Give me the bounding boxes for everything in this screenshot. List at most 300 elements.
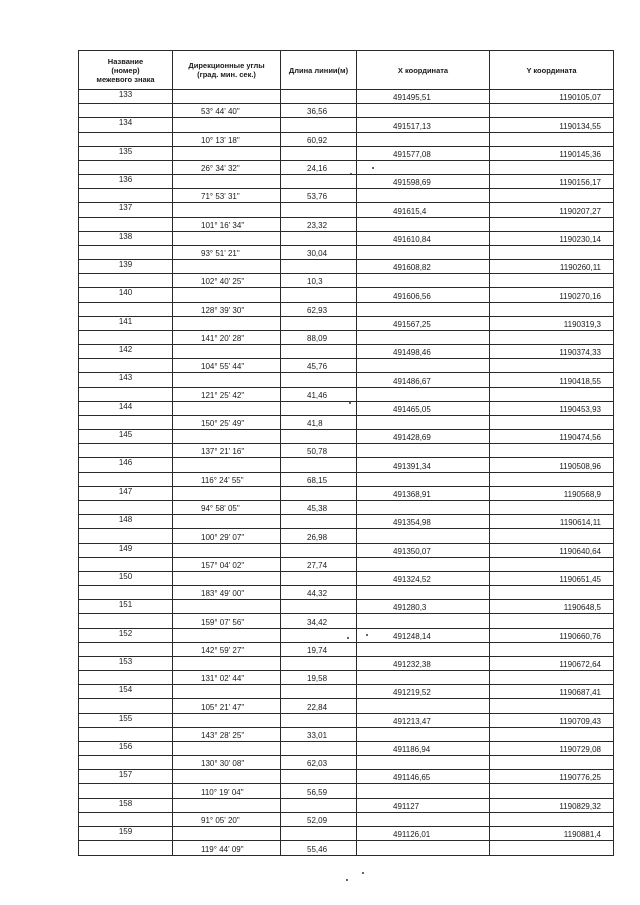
y-coordinate-cell: 1190156,17 [490, 175, 614, 189]
line-length-cell: 10,3 [281, 274, 357, 288]
empty-cell [281, 118, 357, 132]
x-coordinate-cell: 491368,91 [357, 486, 490, 500]
table-row-segment [79, 642, 614, 656]
x-coordinate-cell: 491354,98 [357, 515, 490, 529]
empty-cell [173, 175, 281, 189]
header-line-length: Длина линии(м) [281, 51, 357, 90]
mark-name-cell: 134 [79, 118, 173, 132]
table-row-point [79, 90, 614, 104]
table-row-segment [79, 415, 614, 429]
table-row-segment [79, 812, 614, 826]
empty-cell [357, 472, 490, 486]
empty-cell [490, 671, 614, 685]
empty-cell [79, 189, 173, 203]
direction-angle-cell: 101° 16' 34" [173, 217, 281, 231]
empty-cell [79, 671, 173, 685]
empty-cell [173, 798, 281, 812]
x-coordinate-cell: 491598,69 [357, 175, 490, 189]
empty-cell [490, 415, 614, 429]
empty-cell [79, 529, 173, 543]
direction-angle-cell: 137° 21' 16" [173, 444, 281, 458]
empty-cell [357, 756, 490, 770]
scan-speck [372, 167, 374, 169]
table-row-segment [79, 500, 614, 514]
table-row-point [79, 741, 614, 755]
direction-angle-cell: 91° 05' 20" [173, 812, 281, 826]
line-length-cell: 62,93 [281, 302, 357, 316]
table-row-point [79, 656, 614, 670]
table-row-segment [79, 529, 614, 543]
empty-cell [173, 345, 281, 359]
x-coordinate-cell: 491486,67 [357, 373, 490, 387]
scan-speck [347, 637, 349, 639]
empty-cell [281, 373, 357, 387]
direction-angle-cell: 119° 44' 09" [173, 841, 281, 856]
empty-cell [490, 614, 614, 628]
mark-name-cell: 150 [79, 571, 173, 585]
scan-speck [350, 173, 352, 175]
empty-cell [79, 500, 173, 514]
x-coordinate-cell: 491248,14 [357, 628, 490, 642]
empty-cell [281, 146, 357, 160]
y-coordinate-cell: 1190660,76 [490, 628, 614, 642]
empty-cell [281, 231, 357, 245]
empty-cell [490, 586, 614, 600]
mark-name-cell: 156 [79, 741, 173, 755]
empty-cell [173, 826, 281, 840]
empty-cell [490, 444, 614, 458]
line-length-cell: 26,98 [281, 529, 357, 543]
table-row-point [79, 543, 614, 557]
mark-name-cell: 146 [79, 458, 173, 472]
line-length-cell: 45,38 [281, 500, 357, 514]
x-coordinate-cell: 491219,52 [357, 685, 490, 699]
table-row-point [79, 373, 614, 387]
empty-cell [490, 557, 614, 571]
empty-cell [173, 685, 281, 699]
empty-cell [79, 472, 173, 486]
empty-cell [173, 373, 281, 387]
empty-cell [79, 699, 173, 713]
empty-cell [281, 260, 357, 274]
empty-cell [357, 500, 490, 514]
empty-cell [281, 515, 357, 529]
y-coordinate-cell: 1190207,27 [490, 203, 614, 217]
line-length-cell: 60,92 [281, 132, 357, 146]
direction-angle-cell: 143° 28' 25" [173, 727, 281, 741]
y-coordinate-cell: 1190105,07 [490, 90, 614, 104]
table-row-segment [79, 444, 614, 458]
y-coordinate-cell: 1190614,11 [490, 515, 614, 529]
empty-cell [173, 656, 281, 670]
line-length-cell: 27,74 [281, 557, 357, 571]
line-length-cell: 68,15 [281, 472, 357, 486]
table-row-point [79, 458, 614, 472]
mark-name-cell: 145 [79, 430, 173, 444]
x-coordinate-cell: 491391,34 [357, 458, 490, 472]
line-length-cell: 23,32 [281, 217, 357, 231]
table-row-segment [79, 104, 614, 118]
empty-cell [79, 642, 173, 656]
empty-cell [79, 614, 173, 628]
empty-cell [79, 444, 173, 458]
boundary-marks-table [78, 50, 614, 856]
mark-name-cell: 140 [79, 288, 173, 302]
empty-cell [79, 557, 173, 571]
empty-cell [490, 642, 614, 656]
empty-cell [490, 529, 614, 543]
y-coordinate-cell: 1190260,11 [490, 260, 614, 274]
empty-cell [490, 756, 614, 770]
table-row-segment [79, 472, 614, 486]
x-coordinate-cell: 491498,46 [357, 345, 490, 359]
y-coordinate-cell: 1190729,08 [490, 741, 614, 755]
empty-cell [357, 302, 490, 316]
direction-angle-cell: 104° 55' 44" [173, 359, 281, 373]
x-coordinate-cell: 491577,08 [357, 146, 490, 160]
empty-cell [173, 741, 281, 755]
line-length-cell: 19,58 [281, 671, 357, 685]
table-row-segment [79, 841, 614, 856]
table-row-point [79, 146, 614, 160]
table-row-point [79, 798, 614, 812]
table-row-point [79, 175, 614, 189]
empty-cell [490, 160, 614, 174]
table-row-segment [79, 387, 614, 401]
mark-name-cell: 143 [79, 373, 173, 387]
empty-cell [357, 330, 490, 344]
line-length-cell: 22,84 [281, 699, 357, 713]
table-row-point [79, 486, 614, 500]
line-length-cell: 45,76 [281, 359, 357, 373]
line-length-cell: 30,04 [281, 245, 357, 259]
empty-cell [281, 685, 357, 699]
direction-angle-cell: 105° 21' 47" [173, 699, 281, 713]
mark-name-cell: 152 [79, 628, 173, 642]
x-coordinate-cell: 491324,52 [357, 571, 490, 585]
empty-cell [281, 458, 357, 472]
line-length-cell: 88,09 [281, 330, 357, 344]
empty-cell [490, 302, 614, 316]
x-coordinate-cell: 491280,3 [357, 600, 490, 614]
y-coordinate-cell: 1190709,43 [490, 713, 614, 727]
empty-cell [79, 359, 173, 373]
direction-angle-cell: 94° 58' 05" [173, 500, 281, 514]
empty-cell [490, 189, 614, 203]
x-coordinate-cell: 491606,56 [357, 288, 490, 302]
table-row-point [79, 515, 614, 529]
mark-name-cell: 147 [79, 486, 173, 500]
table-row-point [79, 571, 614, 585]
x-coordinate-cell: 491186,94 [357, 741, 490, 755]
mark-name-cell: 159 [79, 826, 173, 840]
y-coordinate-cell: 1190230,14 [490, 231, 614, 245]
table-row-point [79, 430, 614, 444]
empty-cell [357, 274, 490, 288]
line-length-cell: 33,01 [281, 727, 357, 741]
direction-angle-cell: 10° 13' 18" [173, 132, 281, 146]
table-row-point [79, 628, 614, 642]
empty-cell [357, 699, 490, 713]
y-coordinate-cell: 1190568,9 [490, 486, 614, 500]
empty-cell [281, 713, 357, 727]
table-row-segment [79, 274, 614, 288]
empty-cell [281, 741, 357, 755]
empty-cell [357, 217, 490, 231]
empty-cell [281, 600, 357, 614]
x-coordinate-cell: 491465,05 [357, 401, 490, 415]
x-coordinate-cell: 491615,4 [357, 203, 490, 217]
x-coordinate-cell: 491610,84 [357, 231, 490, 245]
empty-cell [173, 770, 281, 784]
empty-cell [79, 217, 173, 231]
empty-cell [281, 288, 357, 302]
mark-name-cell: 142 [79, 345, 173, 359]
empty-cell [79, 160, 173, 174]
line-length-cell: 56,59 [281, 784, 357, 798]
table-row-segment [79, 245, 614, 259]
table-row-point [79, 826, 614, 840]
mark-name-cell: 149 [79, 543, 173, 557]
empty-cell [173, 713, 281, 727]
y-coordinate-cell: 1190319,3 [490, 316, 614, 330]
line-length-cell: 36,56 [281, 104, 357, 118]
empty-cell [281, 90, 357, 104]
header-mark-name: Название (номер) межевого знака [79, 51, 173, 90]
mark-name-cell: 158 [79, 798, 173, 812]
empty-cell [490, 841, 614, 856]
empty-cell [357, 557, 490, 571]
empty-cell [490, 330, 614, 344]
x-coordinate-cell: 491567,25 [357, 316, 490, 330]
line-length-cell: 19,74 [281, 642, 357, 656]
table-row-segment [79, 727, 614, 741]
empty-cell [490, 104, 614, 118]
mark-name-cell: 133 [79, 90, 173, 104]
direction-angle-cell: 131° 02' 44" [173, 671, 281, 685]
empty-cell [173, 90, 281, 104]
line-length-cell: 50,78 [281, 444, 357, 458]
empty-cell [79, 415, 173, 429]
table-row-point [79, 118, 614, 132]
table-body [79, 90, 614, 856]
direction-angle-cell: 128° 39' 30" [173, 302, 281, 316]
table-row-segment [79, 756, 614, 770]
empty-cell [79, 812, 173, 826]
empty-cell [173, 628, 281, 642]
empty-cell [357, 784, 490, 798]
empty-cell [281, 826, 357, 840]
empty-cell [490, 784, 614, 798]
empty-cell [357, 642, 490, 656]
empty-cell [490, 359, 614, 373]
direction-angle-cell: 100° 29' 07" [173, 529, 281, 543]
empty-cell [357, 614, 490, 628]
mark-name-cell: 154 [79, 685, 173, 699]
direction-angle-cell: 150° 25' 49" [173, 415, 281, 429]
empty-cell [79, 330, 173, 344]
empty-cell [357, 812, 490, 826]
table-row-point [79, 600, 614, 614]
empty-cell [79, 387, 173, 401]
y-coordinate-cell: 1190640,64 [490, 543, 614, 557]
empty-cell [173, 146, 281, 160]
empty-cell [281, 175, 357, 189]
empty-cell [173, 543, 281, 557]
table-header [79, 51, 614, 90]
line-length-cell: 44,32 [281, 586, 357, 600]
y-coordinate-cell: 1190270,16 [490, 288, 614, 302]
y-coordinate-cell: 1190508,96 [490, 458, 614, 472]
scan-speck [362, 872, 364, 874]
empty-cell [281, 203, 357, 217]
y-coordinate-cell: 1190134,55 [490, 118, 614, 132]
table-row-segment [79, 557, 614, 571]
empty-cell [173, 203, 281, 217]
table-row-segment [79, 699, 614, 713]
table-row-point [79, 288, 614, 302]
direction-angle-cell: 157° 04' 02" [173, 557, 281, 571]
table-row-segment [79, 586, 614, 600]
empty-cell [173, 571, 281, 585]
empty-cell [281, 430, 357, 444]
empty-cell [281, 770, 357, 784]
mark-name-cell: 139 [79, 260, 173, 274]
empty-cell [281, 656, 357, 670]
x-coordinate-cell: 491608,82 [357, 260, 490, 274]
x-coordinate-cell: 491213,47 [357, 713, 490, 727]
y-coordinate-cell: 1190651,45 [490, 571, 614, 585]
empty-cell [281, 401, 357, 415]
empty-cell [79, 756, 173, 770]
empty-cell [173, 458, 281, 472]
direction-angle-cell: 121° 25' 42" [173, 387, 281, 401]
x-coordinate-cell: 491428,69 [357, 430, 490, 444]
direction-angle-cell: 116° 24' 55" [173, 472, 281, 486]
empty-cell [79, 841, 173, 856]
direction-angle-cell: 53° 44' 40" [173, 104, 281, 118]
mark-name-cell: 155 [79, 713, 173, 727]
empty-cell [357, 104, 490, 118]
x-coordinate-cell: 491126,01 [357, 826, 490, 840]
empty-cell [281, 543, 357, 557]
y-coordinate-cell: 1190453,93 [490, 401, 614, 415]
mark-name-cell: 136 [79, 175, 173, 189]
scan-speck [346, 879, 348, 881]
table-row-point [79, 316, 614, 330]
mark-name-cell: 151 [79, 600, 173, 614]
empty-cell [357, 529, 490, 543]
table-row-segment [79, 784, 614, 798]
y-coordinate-cell: 1190374,33 [490, 345, 614, 359]
x-coordinate-cell: 491495,51 [357, 90, 490, 104]
direction-angle-cell: 102° 40' 25" [173, 274, 281, 288]
empty-cell [357, 671, 490, 685]
empty-cell [490, 500, 614, 514]
empty-cell [79, 727, 173, 741]
direction-angle-cell: 110° 19' 04" [173, 784, 281, 798]
empty-cell [173, 430, 281, 444]
table-row-point [79, 770, 614, 784]
mark-name-cell: 138 [79, 231, 173, 245]
table-row-segment [79, 330, 614, 344]
empty-cell [490, 812, 614, 826]
empty-cell [79, 245, 173, 259]
direction-angle-cell: 93° 51' 21" [173, 245, 281, 259]
scan-speck [349, 402, 351, 404]
y-coordinate-cell: 1190672,64 [490, 656, 614, 670]
empty-cell [357, 841, 490, 856]
line-length-cell: 62,03 [281, 756, 357, 770]
empty-cell [281, 628, 357, 642]
table-row-segment [79, 189, 614, 203]
line-length-cell: 24,16 [281, 160, 357, 174]
y-coordinate-cell: 1190776,25 [490, 770, 614, 784]
y-coordinate-cell: 1190881,4 [490, 826, 614, 840]
header-x-coordinate: X координата [357, 51, 490, 90]
direction-angle-cell: 142° 59' 27" [173, 642, 281, 656]
mark-name-cell: 157 [79, 770, 173, 784]
table-row-segment [79, 160, 614, 174]
empty-cell [173, 401, 281, 415]
empty-cell [281, 571, 357, 585]
x-coordinate-cell: 491127 [357, 798, 490, 812]
line-length-cell: 34,42 [281, 614, 357, 628]
mark-name-cell: 135 [79, 146, 173, 160]
empty-cell [173, 600, 281, 614]
empty-cell [490, 387, 614, 401]
empty-cell [173, 231, 281, 245]
table-row-segment [79, 671, 614, 685]
x-coordinate-cell: 491517,13 [357, 118, 490, 132]
empty-cell [281, 486, 357, 500]
empty-cell [79, 132, 173, 146]
empty-cell [173, 260, 281, 274]
empty-cell [79, 274, 173, 288]
empty-cell [79, 104, 173, 118]
line-length-cell: 53,76 [281, 189, 357, 203]
empty-cell [173, 486, 281, 500]
table-row-point [79, 260, 614, 274]
empty-cell [357, 160, 490, 174]
table-row-point [79, 685, 614, 699]
table-row-point [79, 401, 614, 415]
empty-cell [357, 415, 490, 429]
empty-cell [490, 472, 614, 486]
table-row-point [79, 231, 614, 245]
empty-cell [357, 387, 490, 401]
y-coordinate-cell: 1190829,32 [490, 798, 614, 812]
mark-name-cell: 144 [79, 401, 173, 415]
y-coordinate-cell: 1190145,36 [490, 146, 614, 160]
table-row-segment [79, 614, 614, 628]
empty-cell [357, 727, 490, 741]
mark-name-cell: 141 [79, 316, 173, 330]
empty-cell [357, 586, 490, 600]
y-coordinate-cell: 1190474,56 [490, 430, 614, 444]
empty-cell [490, 727, 614, 741]
empty-cell [173, 118, 281, 132]
empty-cell [357, 245, 490, 259]
table-row-point [79, 713, 614, 727]
empty-cell [490, 245, 614, 259]
x-coordinate-cell: 491350,07 [357, 543, 490, 557]
empty-cell [173, 515, 281, 529]
empty-cell [281, 316, 357, 330]
direction-angle-cell: 71° 53' 31" [173, 189, 281, 203]
mark-name-cell: 137 [79, 203, 173, 217]
empty-cell [281, 345, 357, 359]
